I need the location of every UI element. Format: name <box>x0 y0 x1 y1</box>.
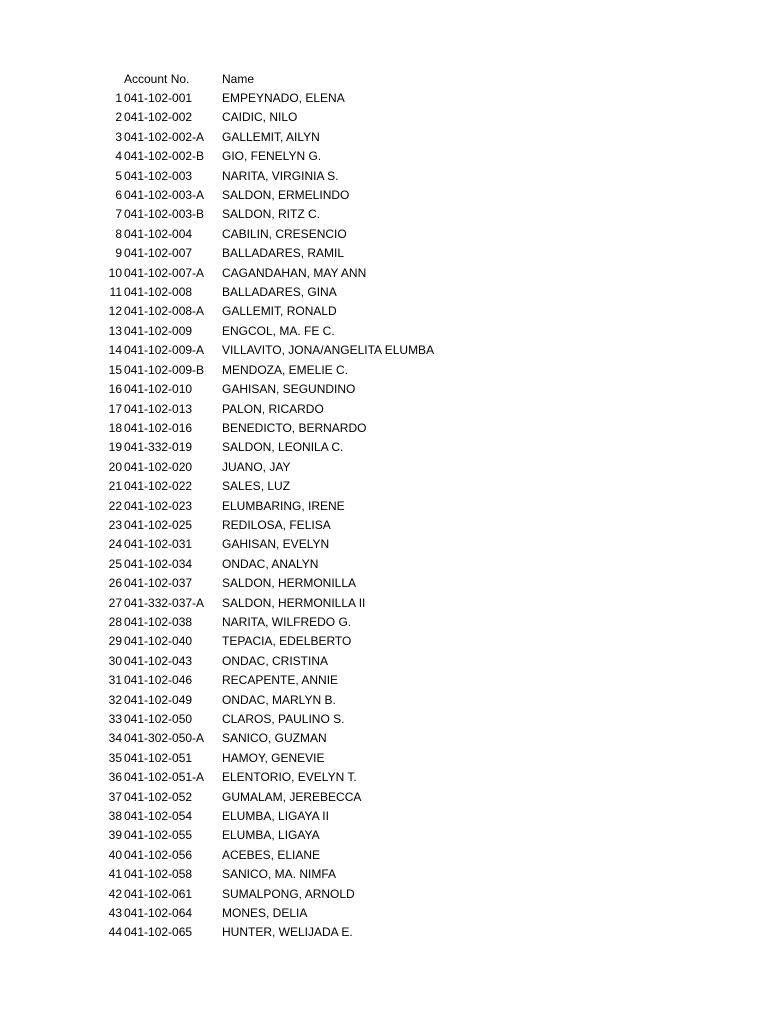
account-number: 041-102-049 <box>124 692 193 707</box>
table-row <box>0 225 768 244</box>
row-number: 11 <box>109 285 122 300</box>
account-name: SALDON, HERMONILLA II <box>222 595 366 610</box>
account-name: REDILOSA, FELISA <box>222 517 331 532</box>
account-name: HUNTER, WELIJADA E. <box>222 925 353 940</box>
row-number: 43 <box>108 906 122 921</box>
account-name: VILLAVITO, JONA/ANGELITA ELUMBA <box>222 343 435 358</box>
table-row <box>0 128 768 147</box>
account-name: CAGANDAHAN, MAY ANN <box>222 265 367 280</box>
account-number: 041-102-009 <box>124 323 193 338</box>
account-number: 041-102-007 <box>124 246 193 261</box>
account-number: 041-332-037-A <box>124 595 205 610</box>
row-number: 24 <box>108 537 122 552</box>
row-number: 39 <box>108 828 122 843</box>
row-number: 12 <box>108 304 122 319</box>
table-row <box>0 613 768 632</box>
account-number: 041-102-016 <box>124 420 193 435</box>
account-number: 041-332-019 <box>124 440 193 455</box>
account-number: 041-102-056 <box>124 847 193 862</box>
account-name: SUMALPONG, ARNOLD <box>222 886 355 901</box>
table-row <box>0 167 768 186</box>
table-row <box>0 283 768 302</box>
account-number: 041-102-001 <box>124 91 193 105</box>
row-number: 34 <box>108 731 122 746</box>
row-number: 6 <box>115 188 122 203</box>
row-number: 18 <box>108 420 122 435</box>
account-name: ONDAC, ANALYN <box>222 556 319 571</box>
account-number: 041-102-065 <box>124 925 193 940</box>
account-name: SALDON, HERMONILLA <box>222 576 357 591</box>
table-row <box>0 846 768 865</box>
account-name: SANICO, MA. NIMFA <box>222 867 337 882</box>
row-number: 44 <box>108 925 122 940</box>
row-number: 35 <box>108 750 122 765</box>
account-number: 041-102-051-A <box>124 770 205 785</box>
account-number: 041-102-004 <box>124 226 193 241</box>
row-number: 13 <box>108 323 122 338</box>
row-number: 19 <box>108 440 122 455</box>
account-name: RECAPENTE, ANNIE <box>222 673 339 688</box>
account-number: 041-102-046 <box>124 673 193 688</box>
account-number: 041-102-034 <box>124 556 193 571</box>
row-number: 22 <box>108 498 122 513</box>
account-name: GAHISAN, SEGUNDINO <box>222 382 356 397</box>
account-number: 041-102-002 <box>124 110 193 125</box>
account-number: 041-102-023 <box>124 498 193 513</box>
account-name: NARITA, VIRGINIA S. <box>222 168 339 183</box>
row-number: 21 <box>108 479 122 494</box>
account-name: NARITA, WILFREDO G. <box>222 614 352 629</box>
table-row <box>0 264 768 283</box>
row-number: 40 <box>108 847 122 862</box>
table-row <box>0 574 768 593</box>
table-row <box>0 710 768 729</box>
table-row <box>0 419 768 438</box>
account-number: 041-102-052 <box>124 789 193 804</box>
table-row <box>0 632 768 651</box>
row-number: 37 <box>108 789 122 804</box>
account-number: 041-102-051 <box>124 750 193 765</box>
table-row <box>0 516 768 535</box>
table-row <box>0 361 768 380</box>
row-number: 38 <box>108 809 122 824</box>
account-number: 041-102-025 <box>124 517 193 532</box>
table-row <box>0 826 768 845</box>
table-row <box>0 555 768 574</box>
table-row <box>0 400 768 419</box>
account-number: 041-102-003-A <box>124 188 205 203</box>
table-row <box>0 477 768 496</box>
row-number: 2 <box>115 110 122 125</box>
account-name: ELUMBARING, IRENE <box>222 498 345 513</box>
account-number: 041-302-050-A <box>124 731 205 746</box>
row-number: 27 <box>108 595 122 610</box>
account-name: GALLEMIT, RONALD <box>222 304 337 319</box>
row-number: 7 <box>115 207 122 222</box>
row-number: 25 <box>108 556 122 571</box>
table-row <box>0 89 768 108</box>
row-number: 3 <box>115 129 122 144</box>
account-name: CLAROS, PAULINO S. <box>222 712 345 726</box>
account-name: SANICO, GUZMAN <box>222 731 327 746</box>
table-row <box>0 923 768 942</box>
account-number: 041-102-009-B <box>124 362 205 377</box>
table-row <box>0 535 768 554</box>
table-row <box>0 380 768 399</box>
row-number: 8 <box>115 226 122 241</box>
account-number: 041-102-007-A <box>124 265 205 280</box>
table-row <box>0 691 768 710</box>
table-row <box>0 807 768 826</box>
account-name: ELUMBA, LIGAYA <box>222 828 320 843</box>
table-row <box>0 865 768 884</box>
table-row <box>0 186 768 205</box>
account-name: ACEBES, ELIANE <box>222 847 321 862</box>
account-number: 041-102-008-A <box>124 304 205 319</box>
account-number: 041-102-002-B <box>124 149 205 164</box>
row-number: 36 <box>108 770 122 785</box>
account-name: MENDOZA, EMELIE C. <box>222 362 349 377</box>
table-row <box>0 904 768 923</box>
row-number: 33 <box>108 712 122 726</box>
account-name: EMPEYNADO, ELENA <box>222 91 345 105</box>
account-name: ELUMBA, LIGAYA II <box>222 809 329 824</box>
account-number: 041-102-055 <box>124 828 193 843</box>
account-number: 041-102-038 <box>124 614 193 629</box>
row-number: 41 <box>108 867 122 882</box>
row-number: 4 <box>115 149 122 164</box>
row-number: 42 <box>108 886 122 901</box>
account-number: 041-102-058 <box>124 867 193 882</box>
account-number: 041-102-043 <box>124 653 193 668</box>
row-number: 32 <box>108 692 122 707</box>
account-name: CAIDIC, NILO <box>222 110 298 125</box>
row-number: 14 <box>108 343 122 358</box>
account-name: ENGCOL, MA. FE C. <box>222 323 335 338</box>
account-name: SALDON, LEONILA C. <box>222 440 344 455</box>
table-row <box>0 244 768 263</box>
row-number: 9 <box>115 246 122 261</box>
account-name: BALLADARES, RAMIL <box>222 246 345 261</box>
table-row <box>0 322 768 341</box>
account-rows <box>0 89 768 943</box>
account-name: BALLADARES, GINA <box>222 285 337 300</box>
row-number: 20 <box>108 459 122 474</box>
row-number: 28 <box>108 614 122 629</box>
row-number: 16 <box>108 382 122 397</box>
account-name: SALES, LUZ <box>222 479 291 494</box>
account-name: SALDON, ERMELINDO <box>222 188 350 203</box>
account-name: SALDON, RITZ C. <box>222 207 321 222</box>
account-name: ELENTORIO, EVELYN T. <box>222 770 357 785</box>
account-number: 041-102-003-B <box>124 207 205 222</box>
table-row <box>0 458 768 477</box>
row-number: 26 <box>108 576 122 591</box>
row-number: 29 <box>108 634 122 649</box>
account-number: 041-102-003 <box>124 168 193 183</box>
table-row <box>0 594 768 613</box>
account-name: CABILIN, CRESENCIO <box>222 226 347 241</box>
account-name: HAMOY, GENEVIE <box>222 750 325 765</box>
row-number: 17 <box>108 401 122 416</box>
table-row <box>0 438 768 457</box>
account-number: 041-102-022 <box>124 479 193 494</box>
account-number: 041-102-040 <box>124 634 193 649</box>
row-number: 31 <box>108 673 122 688</box>
table-row <box>0 729 768 748</box>
account-number: 041-102-020 <box>124 459 193 474</box>
account-number: 041-102-002-A <box>124 129 205 144</box>
account-number: 041-102-037 <box>124 576 193 591</box>
table-row <box>0 108 768 127</box>
row-number: 5 <box>115 168 122 183</box>
table-row <box>0 768 768 787</box>
account-name: MONES, DELIA <box>222 906 308 921</box>
row-number: 23 <box>108 517 122 532</box>
table-row <box>0 749 768 768</box>
account-number: 041-102-054 <box>124 809 193 824</box>
account-number: 041-102-031 <box>124 537 193 552</box>
account-name: ONDAC, CRISTINA <box>222 653 329 668</box>
table-row <box>0 885 768 904</box>
account-name: GALLEMIT, AILYN <box>222 129 320 144</box>
account-number: 041-102-010 <box>124 382 193 397</box>
account-number: 041-102-009-A <box>124 343 205 358</box>
account-number: 041-102-013 <box>124 401 193 416</box>
table-row <box>0 652 768 671</box>
account-no-header: Account No. <box>124 72 190 86</box>
account-name: BENEDICTO, BERNARDO <box>222 420 367 435</box>
row-number: 30 <box>108 653 122 668</box>
table-row <box>0 497 768 516</box>
name-header: Name <box>222 72 255 86</box>
row-number: 10 <box>108 265 122 280</box>
table-row <box>0 788 768 807</box>
account-name: GAHISAN, EVELYN <box>222 537 330 552</box>
table-row <box>0 302 768 321</box>
table-row <box>0 205 768 224</box>
account-name: GUMALAM, JEREBECCA <box>222 789 362 804</box>
table-row <box>0 671 768 690</box>
account-name: ONDAC, MARLYN B. <box>222 692 336 707</box>
table-row <box>0 147 768 166</box>
table-row <box>0 341 768 360</box>
account-name: GIO, FENELYN G. <box>222 149 322 164</box>
account-name: TEPACIA, EDELBERTO <box>222 634 352 649</box>
account-name: JUANO, JAY <box>222 459 291 474</box>
row-number: 1 <box>115 91 122 105</box>
account-number: 041-102-008 <box>124 285 193 300</box>
account-number: 041-102-064 <box>124 906 193 921</box>
row-number: 15 <box>108 362 122 377</box>
account-number: 041-102-050 <box>124 712 193 726</box>
account-number: 041-102-061 <box>124 886 193 901</box>
account-name: PALON, RICARDO <box>222 401 324 416</box>
